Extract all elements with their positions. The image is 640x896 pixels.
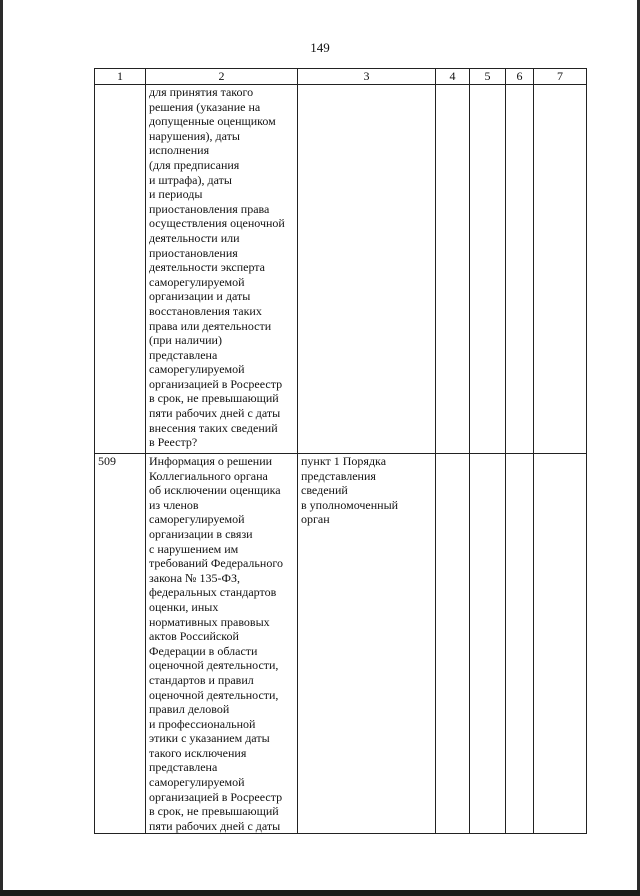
header-cell-6: 6 (506, 69, 534, 85)
text-line: оценочной деятельности, (149, 687, 279, 702)
text-line: в срок, не превышающий (149, 391, 279, 406)
text-line: и периоды (149, 187, 203, 202)
text-line: и профессиональной (149, 716, 256, 731)
table-header-row (95, 69, 587, 85)
question-cell (146, 85, 298, 454)
text-line: оценочной деятельности, (149, 658, 279, 673)
header-cell-4: 4 (436, 69, 470, 85)
text-line: закона № 135-ФЗ, (149, 570, 240, 585)
basis-cell (298, 454, 436, 834)
table-row (95, 85, 587, 454)
header-cell-3: 3 (298, 69, 436, 85)
empty-cell-6 (506, 85, 534, 454)
text-line: права или деятельности (149, 318, 272, 333)
row-number-cell (95, 85, 146, 454)
text-line: (для предписания (149, 157, 240, 172)
empty-cell-4 (436, 454, 470, 834)
text-line: пяти рабочих дней с даты (149, 818, 281, 833)
text-line: саморегулируемой (149, 274, 245, 289)
basis-cell (298, 85, 436, 454)
text-line: деятельности эксперта (149, 260, 266, 275)
text-line: саморегулируемой (149, 362, 245, 377)
text-line: для принятия такого (149, 85, 254, 99)
text-line: оценки, иных (149, 599, 219, 614)
text-line: организации в связи (149, 526, 253, 541)
text-line: Коллегиального органа (149, 468, 268, 483)
empty-cell-6 (506, 454, 534, 834)
text-line: Информация о решении (149, 454, 273, 468)
text-line: пункт 1 Порядка (301, 454, 387, 468)
text-line: организации и даты (149, 289, 251, 304)
text-line: нарушения), даты (149, 128, 240, 143)
text-line: саморегулируемой (149, 775, 245, 790)
text-line: организацией в Росреестр (149, 376, 283, 391)
text-line: в уполномоченный (301, 497, 399, 512)
text-line: приостановления (149, 245, 238, 260)
text-line: (при наличии) (149, 333, 222, 348)
question-cell (146, 454, 298, 834)
text-line: решения (указание на (149, 99, 261, 114)
text-line: правил деловой (149, 702, 230, 717)
text-line: саморегулируемой (149, 512, 245, 527)
text-line: требований Федерального (149, 556, 283, 571)
text-line: допущенные оценщиком (149, 114, 276, 129)
empty-cell-5 (470, 454, 506, 834)
text-line: представления (301, 468, 376, 483)
text-line: в Реестр? (149, 435, 198, 450)
row-number-cell: 509 (95, 454, 146, 834)
header-cell-5: 5 (470, 69, 506, 85)
scan-edge-left (0, 0, 3, 896)
text-line: Федерации в области (149, 643, 258, 658)
text-line: осуществления оценочной (149, 216, 285, 231)
empty-cell-7 (534, 85, 587, 454)
text-line: приостановления права (149, 201, 270, 216)
empty-cell-7 (534, 454, 587, 834)
text-line: в срок, не превышающий (149, 804, 279, 819)
text-line: об исключении оценщика (149, 483, 281, 498)
text-line: представлена (149, 760, 218, 775)
checklist-table (94, 68, 587, 834)
text-line: этики с указанием даты (149, 731, 270, 746)
text-line: представлена (149, 347, 218, 362)
text-line: федеральных стандартов (149, 585, 277, 600)
text-line: внесения таких сведений (149, 420, 278, 435)
empty-cell-5 (470, 85, 506, 454)
text-line: сведений (301, 483, 348, 498)
text-line: с нарушением им (149, 541, 239, 556)
text-line: такого исключения (149, 745, 247, 760)
header-cell-1: 1 (95, 69, 146, 85)
text-line: из членов (149, 497, 199, 512)
text-line: пяти рабочих дней с даты (149, 406, 281, 421)
text-line: восстановления таких (149, 303, 262, 318)
header-cell-7: 7 (534, 69, 587, 85)
empty-cell-4 (436, 85, 470, 454)
text-line: стандартов и правил (149, 672, 254, 687)
text-line: актов Российской (149, 629, 239, 644)
text-line: деятельности или (149, 230, 240, 245)
text-line: исполнения (149, 143, 210, 158)
text-line: и штрафа), даты (149, 172, 232, 187)
text-line: организацией в Росреестр (149, 789, 283, 804)
header-cell-2: 2 (146, 69, 298, 85)
table-row (95, 454, 587, 834)
page-number: 149 (310, 40, 330, 55)
scan-edge-bottom (0, 890, 640, 896)
text-line: орган (301, 512, 330, 527)
text-line: нормативных правовых (149, 614, 270, 629)
